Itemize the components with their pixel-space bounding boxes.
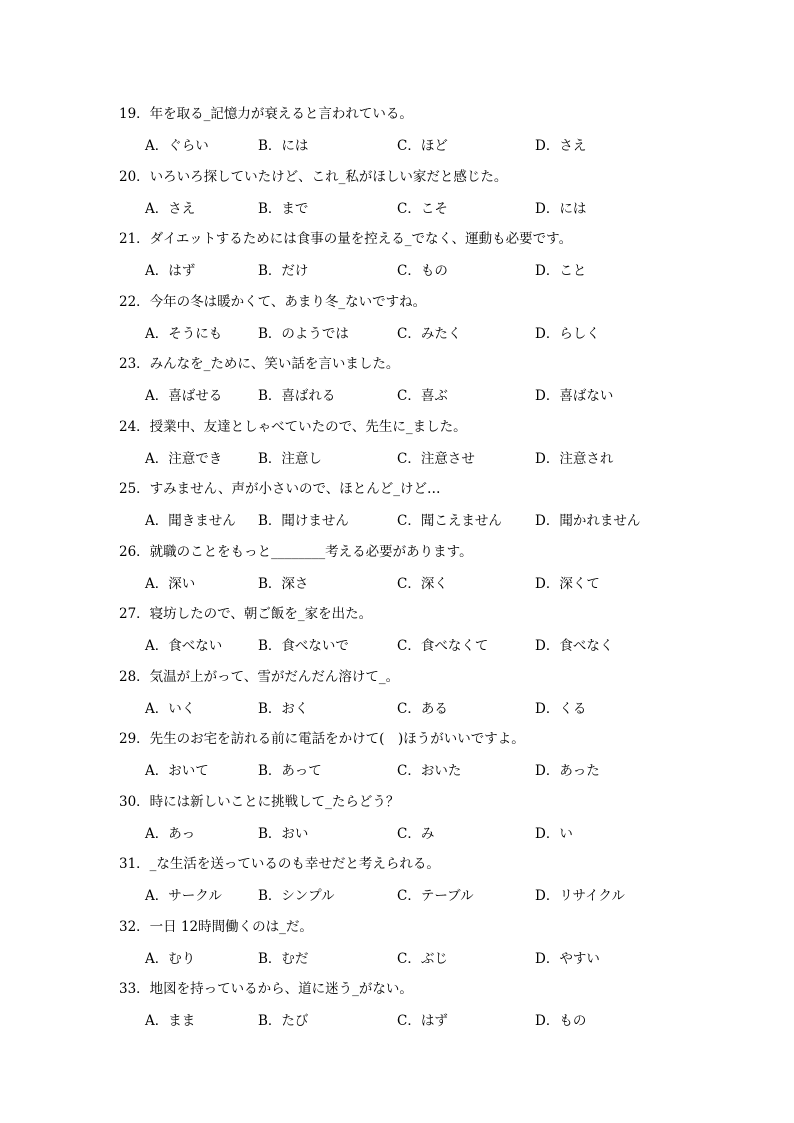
option-a: A．おいて <box>145 763 209 779</box>
option-a: A．ぐらい <box>145 138 209 154</box>
option-b: B．おく <box>258 701 309 717</box>
option-d: D．らしく <box>535 326 600 342</box>
option-b: B．おい <box>258 826 309 842</box>
question-block <box>0 604 794 666</box>
option-b: B．むだ <box>258 951 309 967</box>
option-c: C．テーブル <box>397 888 474 904</box>
option-b: B．たび <box>258 1013 309 1029</box>
option-c: C．喜ぶ <box>397 388 448 404</box>
option-c: C．みたく <box>397 326 462 342</box>
question-block <box>0 292 794 354</box>
question-stem: 27．寝坊したので、朝ご飯を_家を出た。 <box>119 606 373 622</box>
question-stem: 20．いろいろ探していたけど、これ_私がほしい家だと感じた。 <box>119 169 508 185</box>
option-c: C．おいた <box>397 763 462 779</box>
option-a: A．サークル <box>145 888 222 904</box>
option-c: C．ほど <box>397 138 448 154</box>
option-b: B．あって <box>258 763 322 779</box>
question-stem: 31．_な生活を送っているのも幸せだと考えられる。 <box>119 856 440 872</box>
option-a: A．深い <box>145 576 196 592</box>
question-block <box>0 417 794 479</box>
option-b: B．食べないで <box>258 638 349 654</box>
option-a: A．食べない <box>145 638 223 654</box>
question-block <box>0 792 794 854</box>
option-d: D．あった <box>535 763 600 779</box>
option-a: A．むり <box>145 951 196 967</box>
option-d: D．には <box>535 201 587 217</box>
option-d: D．やすい <box>535 951 600 967</box>
question-block <box>0 229 794 291</box>
option-c: C．もの <box>397 263 448 279</box>
option-b: B．だけ <box>258 263 309 279</box>
option-c: C．み <box>397 826 435 842</box>
option-a: A．そうにも <box>145 326 223 342</box>
question-block <box>0 542 794 604</box>
option-d: D．喜ばない <box>535 388 614 404</box>
option-d: D．聞かれません <box>535 513 641 529</box>
question-block <box>0 917 794 979</box>
option-d: D．い <box>535 826 573 842</box>
option-c: C．食べなくて <box>397 638 489 654</box>
question-stem: 32．一日 12時間働くのは_だ。 <box>119 919 313 935</box>
option-a: A．聞きません <box>145 513 236 529</box>
option-d: D．くる <box>535 701 587 717</box>
option-b: B．のようでは <box>258 326 349 342</box>
option-d: D．注意され <box>535 451 614 467</box>
option-c: C．深く <box>397 576 448 592</box>
question-block <box>0 979 794 1041</box>
option-b: B．深さ <box>258 576 309 592</box>
option-c: C．聞こえません <box>397 513 502 529</box>
option-d: D．こと <box>535 263 587 279</box>
question-stem: 26．就職のことをもっと________考える必要があります。 <box>119 544 473 560</box>
option-a: A．いく <box>145 701 196 717</box>
question-stem: 33．地図を持っているから、道に迷う_がない。 <box>119 981 413 997</box>
question-stem: 24．授業中、友達としゃべていたので、先生に_ました。 <box>119 419 467 435</box>
option-d: D．さえ <box>535 138 587 154</box>
question-stem: 21．ダイエットするためには食事の量を控える_でなく、運動も必要です。 <box>119 231 573 247</box>
option-d: D．深くて <box>535 576 600 592</box>
question-block <box>0 479 794 541</box>
question-stem: 29．先生のお宅を訪れる前に電話をかけて( )ほうがいいですよ。 <box>119 731 525 747</box>
option-c: C．こそ <box>397 201 448 217</box>
question-block <box>0 167 794 229</box>
option-b: B．シンプル <box>258 888 335 904</box>
question-block <box>0 729 794 791</box>
question-stem: 25．すみません、声が小さいので、ほとんど_けど… <box>119 481 441 497</box>
question-block <box>0 667 794 729</box>
option-d: D．リサイクル <box>535 888 625 904</box>
option-a: A．まま <box>145 1013 196 1029</box>
option-a: A．はず <box>145 263 196 279</box>
option-d: D．もの <box>535 1013 587 1029</box>
question-stem: 30．時には新しいことに挑戦して_たらどう？ <box>119 794 400 810</box>
option-a: A．あっ <box>145 826 196 842</box>
option-c: C．ある <box>397 701 448 717</box>
question-stem: 28．気温が上がって、雪がだんだん溶けて_。 <box>119 669 400 685</box>
option-b: B．喜ばれる <box>258 388 336 404</box>
question-stem: 22．今年の冬は暖かくて、あまり冬_ないですね。 <box>119 294 427 310</box>
option-b: B．注意し <box>258 451 322 467</box>
option-a: A．喜ばせる <box>145 388 223 404</box>
option-a: A．注意でき <box>145 451 223 467</box>
option-b: B．まで <box>258 201 309 217</box>
option-c: C．ぶじ <box>397 951 448 967</box>
question-block <box>0 104 794 166</box>
question-stem: 19．年を取る_記憶力が衰えると言われている。 <box>119 106 413 122</box>
option-d: D．食べなく <box>535 638 614 654</box>
question-block <box>0 854 794 916</box>
question-block <box>0 354 794 416</box>
option-b: B．には <box>258 138 309 154</box>
option-c: C．注意させ <box>397 451 475 467</box>
option-a: A．さえ <box>145 201 196 217</box>
option-c: C．はず <box>397 1013 448 1029</box>
question-stem: 23．みんなを_ために、笑い話を言いました。 <box>119 356 400 372</box>
option-b: B．聞けません <box>258 513 349 529</box>
